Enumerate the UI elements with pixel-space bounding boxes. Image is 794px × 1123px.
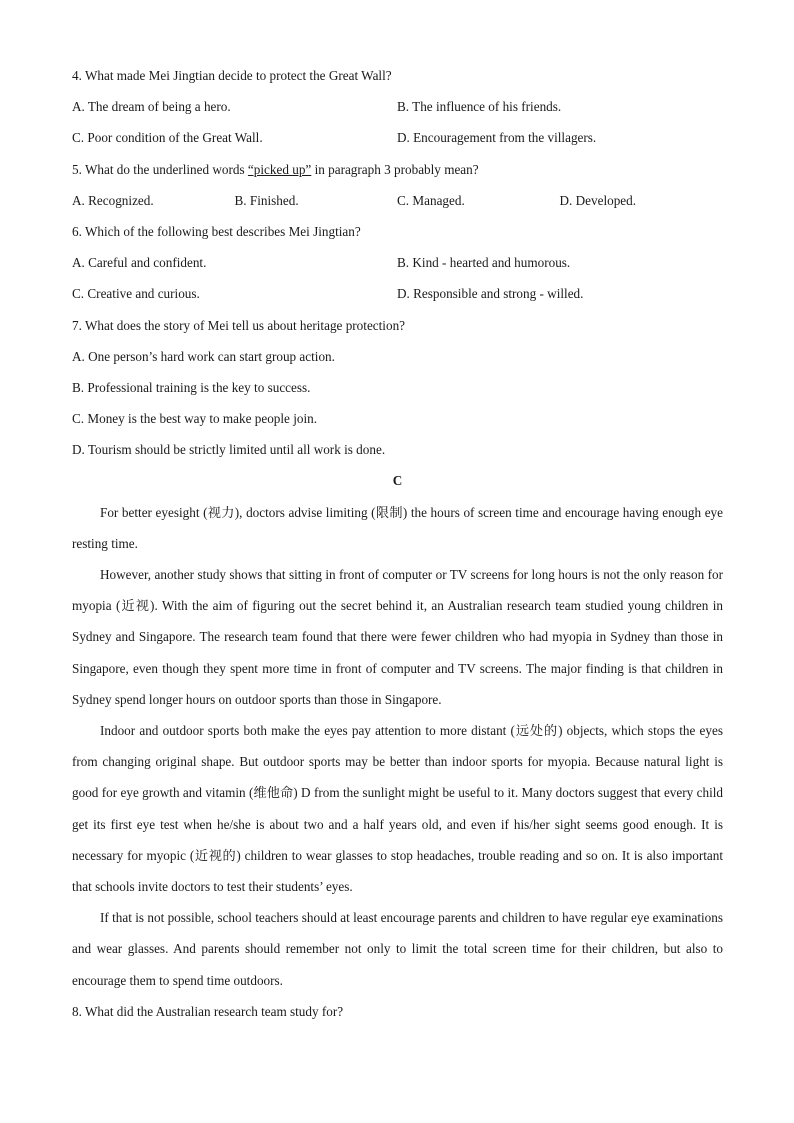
question-5-underlined-words: “picked up” — [247, 161, 312, 177]
section-c-heading: C — [392, 473, 403, 489]
question-4-option-c[interactable]: C. Poor condition of the Great Wall. — [72, 130, 263, 146]
question-6-options-row-2 — [72, 278, 723, 309]
question-7-option-d[interactable]: D. Tourism should be strictly limited until all work is done. — [72, 442, 386, 458]
question-4-options-row-1 — [72, 91, 723, 122]
question-7-stem: 7. What does the story of Mei tell us about heritage protection? — [72, 317, 406, 333]
exam-page — [72, 60, 723, 1027]
passage-paragraph-2: However, another study shows that sitting in front of computer or TV screens for long hours is not the only reason for myopia (近视). With the aim of figuring out the secret behind it, an Australian research team studied young children in Sydney and Singapore. The research team found that there were fewer children who had myopia in Sydney than those in Singapore, even though they spent more time in front of computer and TV screens. The major finding is that children in Sydney spend longer hours on outdoor sports than those in Singapore. — [72, 567, 723, 707]
question-6-option-d[interactable]: D. Responsible and strong - willed. — [397, 286, 584, 302]
question-7-option-c[interactable]: C. Money is the best way to make people join. — [72, 411, 318, 427]
question-6-option-c[interactable]: C. Creative and curious. — [72, 286, 200, 302]
question-5-stem-post: in paragraph 3 probably mean? — [311, 161, 479, 177]
question-7-option-b[interactable]: B. Professional training is the key to success. — [72, 379, 311, 395]
question-5-option-c[interactable]: C. Managed. — [397, 192, 465, 208]
passage-paragraph-3: Indoor and outdoor sports both make the eyes pay attention to more distant (远处的) objects, which stops the eyes from changing original shape. But outdoor sports may be better than indoor sports for myopia. Because natural light is good for eye growth and vitamin (维他命) D from the sunlight might be useful to it. Many doctors suggest that every child get its first eye test when he/she is about two and a half years old, and even if his/her sight seems good enough. It is necessary for myopic (近视的) children to wear glasses to stop headaches, trouble reading and so on. It is also important that schools invite doctors to test their students’ eyes. — [72, 723, 723, 895]
question-5-stem-pre: 5. What do the underlined words — [72, 161, 248, 177]
question-4-option-a[interactable]: A. The dream of being a hero. — [72, 99, 231, 115]
question-5-option-b[interactable]: B. Finished. — [234, 192, 299, 208]
question-4-option-b[interactable]: B. The influence of his friends. — [397, 99, 562, 115]
question-7-option-a[interactable]: A. One person’s hard work can start group action. — [72, 348, 335, 364]
question-6-option-b[interactable]: B. Kind - hearted and humorous. — [397, 255, 571, 271]
question-5-option-d[interactable]: D. Developed. — [559, 192, 637, 208]
question-4-stem: 4. What made Mei Jingtian decide to protect the Great Wall? — [72, 68, 392, 83]
question-5-stem — [72, 154, 723, 185]
question-4-option-d[interactable]: D. Encouragement from the villagers. — [397, 130, 597, 146]
question-5-option-a[interactable]: A. Recognized. — [72, 192, 154, 208]
question-6-option-a[interactable]: A. Careful and confident. — [72, 255, 207, 271]
question-8-stem: 8. What did the Australian research team study for? — [72, 1003, 344, 1019]
passage-paragraph-4: If that is not possible, school teachers should at least encourage parents and children to have regular eye examinations and wear glasses. And parents should remember not only to limit the total screen time for their children, but also to encourage them to spend time outdoors. — [72, 910, 723, 988]
question-4-options-row-2 — [72, 122, 723, 153]
question-6-stem: 6. Which of the following best describes Mei Jingtian? — [72, 223, 361, 239]
question-6-options-row-1 — [72, 247, 723, 278]
question-5-options-row — [72, 185, 723, 216]
passage-paragraph-1: For better eyesight (视力), doctors advise limiting (限制) the hours of screen time and encourage having enough eye resting time. — [72, 504, 723, 551]
